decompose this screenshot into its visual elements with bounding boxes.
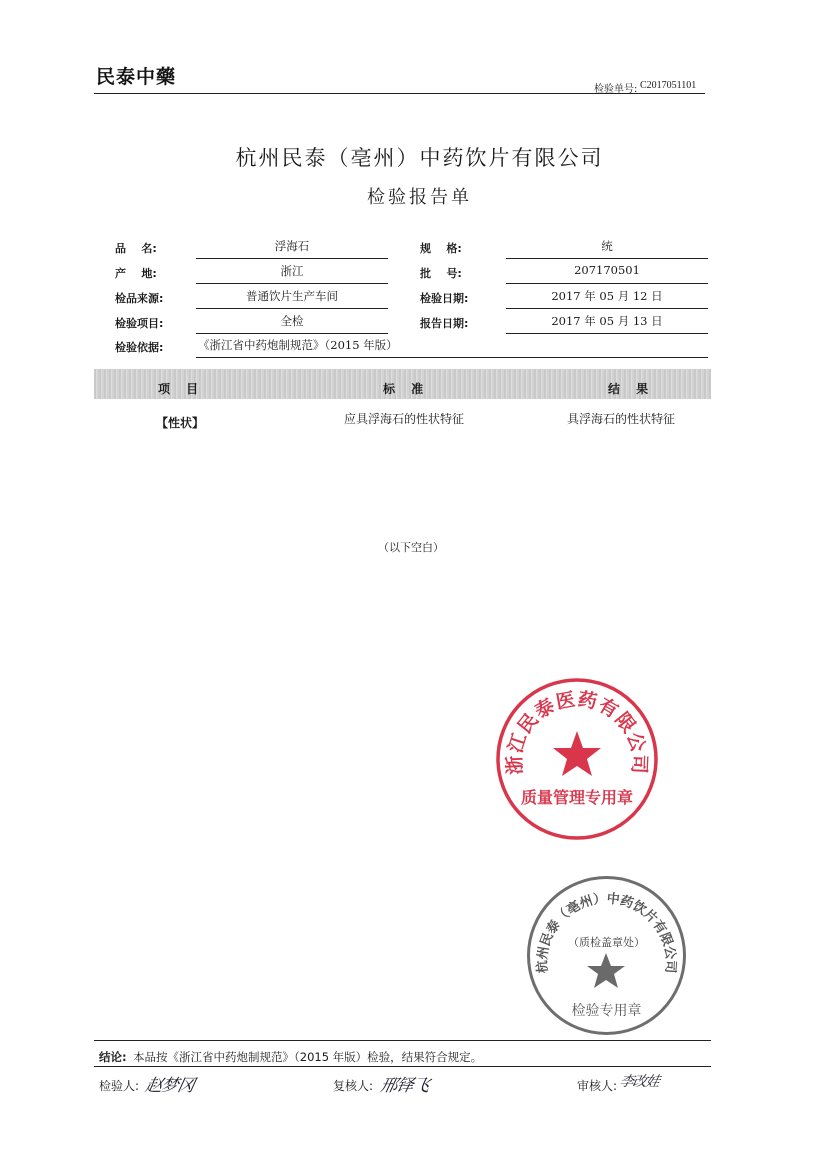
gray-seal-star-icon (587, 953, 625, 988)
gray-seal-inner-text: 检验专用章 (571, 1003, 642, 1019)
origin-label: 产 地: (115, 267, 157, 280)
inspector-signature: 赵梦冈 (143, 1076, 196, 1096)
batch-number-underline (506, 283, 708, 284)
product-name-underline (196, 258, 388, 259)
table-row-result: 具浮海石的性状特征 (567, 412, 676, 426)
conclusion-bottom-divider (94, 1066, 711, 1067)
report-date-label: 报告日期: (420, 317, 469, 330)
inspection-item-label: 检验项目: (115, 317, 164, 330)
batch-number-value: 207170501 (574, 263, 640, 277)
red-seal-star-icon (553, 731, 601, 776)
header-divider (94, 93, 705, 94)
red-seal-inner-text: 质量管理专用章 (520, 788, 634, 807)
conclusion-text: 本品按《浙江省中药炮制规范》（2015 年版）检验，结果符合规定。 (133, 1050, 483, 1064)
table-row-standard: 应具浮海石的性状特征 (344, 412, 465, 426)
approver-signature: 李改娃 (618, 1074, 661, 1090)
report-number-label: 检验单号: (594, 84, 638, 95)
spec-label: 规 格: (420, 242, 462, 255)
red-seal-outer-text: 浙江民泰医药有限公司 (503, 688, 651, 776)
batch-number-label: 批 号: (420, 267, 462, 280)
column-header-standard: 标 准 (383, 382, 430, 396)
table-row-item: 【性状】 (156, 416, 205, 430)
inspector-label: 检验人: (99, 1079, 140, 1093)
company-name: 杭州民泰（亳州）中药饮片有限公司 (235, 146, 604, 170)
origin-value: 浙江 (280, 264, 304, 278)
inspection-item-value: 全检 (280, 314, 304, 328)
conclusion-label: 结论: (99, 1050, 127, 1064)
column-header-item: 项 目 (158, 382, 205, 396)
column-header-result: 结 果 (608, 382, 655, 396)
spec-value: 统 (601, 239, 613, 253)
inspection-seal (524, 873, 689, 1038)
gray-seal-middle-text: （质检盖章处） (568, 936, 645, 949)
basis-label: 检验依据: (115, 341, 164, 354)
product-name-label: 品 名: (115, 242, 157, 255)
report-date-underline (506, 333, 708, 334)
sample-source-underline (196, 308, 388, 309)
inspection-date-value: 2017 年 05 月 12 日 (551, 289, 663, 303)
report-number: C2017051101 (640, 80, 697, 91)
reviewer-signature: 邢铎飞 (378, 1076, 431, 1096)
document-title: 检验报告单 (367, 187, 472, 208)
sample-source-label: 检品来源: (115, 292, 164, 305)
gray-seal-outer-text: 杭州民泰（亳州）中药饮片有限公司 (535, 891, 678, 974)
inspection-date-underline (506, 308, 708, 309)
report-date-value: 2017 年 05 月 13 日 (551, 314, 663, 328)
company-logo: 民泰中藥 (96, 66, 177, 88)
inspection-date-label: 检验日期: (420, 292, 469, 305)
quality-management-seal (494, 676, 660, 842)
sample-source-value: 普通饮片生产车间 (246, 289, 338, 303)
basis-underline (196, 357, 708, 358)
reviewer-label: 复核人: (333, 1079, 374, 1093)
conclusion-top-divider (94, 1040, 711, 1041)
approver-label: 审核人: (577, 1079, 618, 1093)
product-name-value: 浮海石 (274, 239, 310, 253)
blank-below-note: （以下空白） (378, 541, 444, 554)
inspection-item-underline (196, 333, 388, 334)
basis-value: 《浙江省中药炮制规范》（2015 年版） (198, 338, 398, 352)
origin-underline (196, 283, 388, 284)
spec-underline (506, 258, 708, 259)
